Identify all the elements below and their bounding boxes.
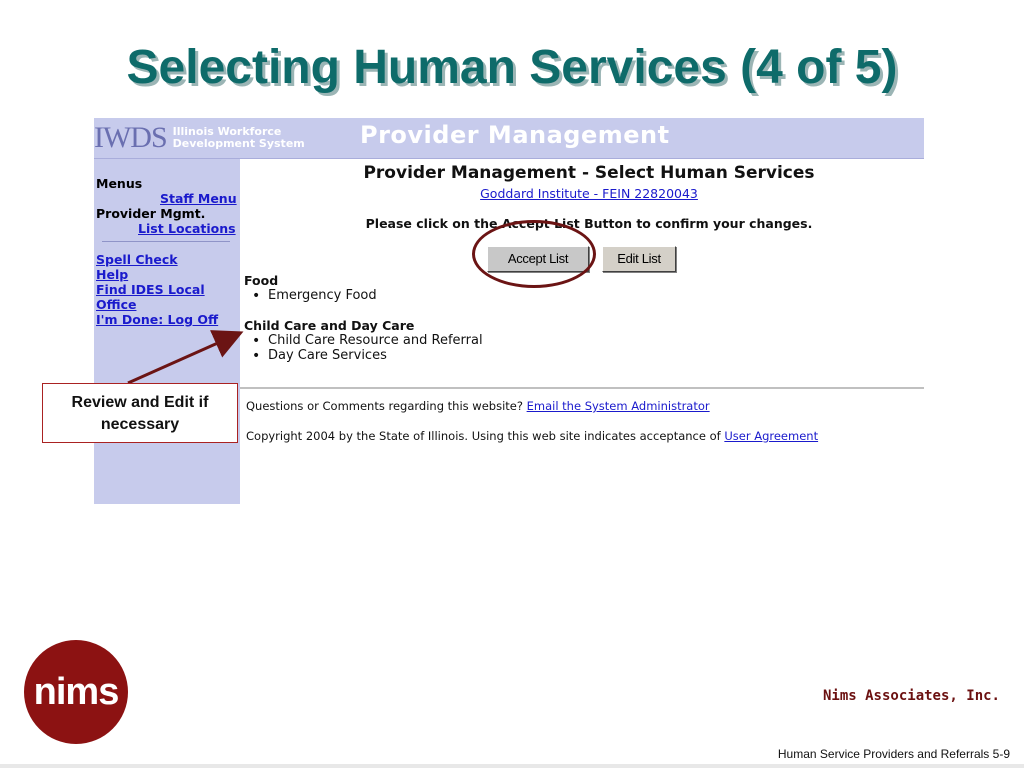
organization-link[interactable]: Goddard Institute - FEIN 22820043 <box>480 186 698 201</box>
user-agreement-link[interactable]: User Agreement <box>724 429 819 443</box>
footer-bar <box>0 764 1024 768</box>
service-item: • Day Care Services <box>268 348 387 363</box>
help-link[interactable]: Help <box>96 267 129 282</box>
staff-menu-link[interactable]: Staff Menu <box>160 191 237 206</box>
questions-text: Questions or Comments regarding this website? <box>246 399 523 413</box>
iwds-logo-text <box>173 126 305 150</box>
find-ides-office-link-line2[interactable]: Office <box>96 297 137 312</box>
nims-logo: nims <box>24 640 128 744</box>
spell-check-link[interactable]: Spell Check <box>96 252 178 267</box>
screenshot-window <box>94 118 924 504</box>
iwds-logo <box>94 120 305 156</box>
footer-divider <box>240 387 924 389</box>
service-item: • Child Care Resource and Referral <box>268 333 483 348</box>
category-title-food: Food <box>244 273 279 288</box>
menus-label: Menus <box>96 176 143 191</box>
page-heading: Provider Management - Select Human Services <box>363 163 815 183</box>
sidebar-divider <box>102 241 230 242</box>
instruction-text: Please click on the Accept List Button to confirm your changes. <box>365 216 813 231</box>
email-admin-link[interactable]: Email the System Administrator <box>526 399 710 413</box>
provider-mgmt-label: Provider Mgmt. <box>96 206 206 221</box>
copyright-text: Copyright 2004 by the State of Illinois. Using this web site indicates acceptance of <box>246 429 721 443</box>
log-off-link[interactable]: I'm Done: Log Off <box>96 312 219 327</box>
find-ides-office-link[interactable]: Find IDES Local <box>96 282 205 297</box>
banner-title: Provider Management <box>360 121 670 149</box>
site-banner <box>94 118 924 159</box>
company-name: Nims Associates, Inc. <box>822 688 1000 704</box>
logo-line-2: Development System <box>172 137 305 150</box>
logo-line-1: Illinois Workforce <box>172 125 282 138</box>
copyright-line <box>246 429 818 443</box>
callout-box: Review and Edit if necessary <box>42 383 238 443</box>
edit-list-button[interactable]: Edit List <box>602 246 676 272</box>
iwds-logo-mark: IWDS <box>94 121 167 154</box>
questions-line <box>246 399 710 413</box>
sidebar <box>94 159 240 504</box>
main-content <box>240 159 924 504</box>
category-title-child-care: Child Care and Day Care <box>244 318 415 333</box>
highlight-ellipse <box>472 220 596 288</box>
slide-title: Selecting Human Services (4 of 5) <box>126 41 898 94</box>
list-locations-link[interactable]: List Locations <box>138 221 236 236</box>
accept-list-button[interactable]: Accept List <box>487 246 589 272</box>
service-item: • Emergency Food <box>268 288 377 303</box>
slide-footer: Human Service Providers and Referrals 5-9 <box>777 747 1010 761</box>
